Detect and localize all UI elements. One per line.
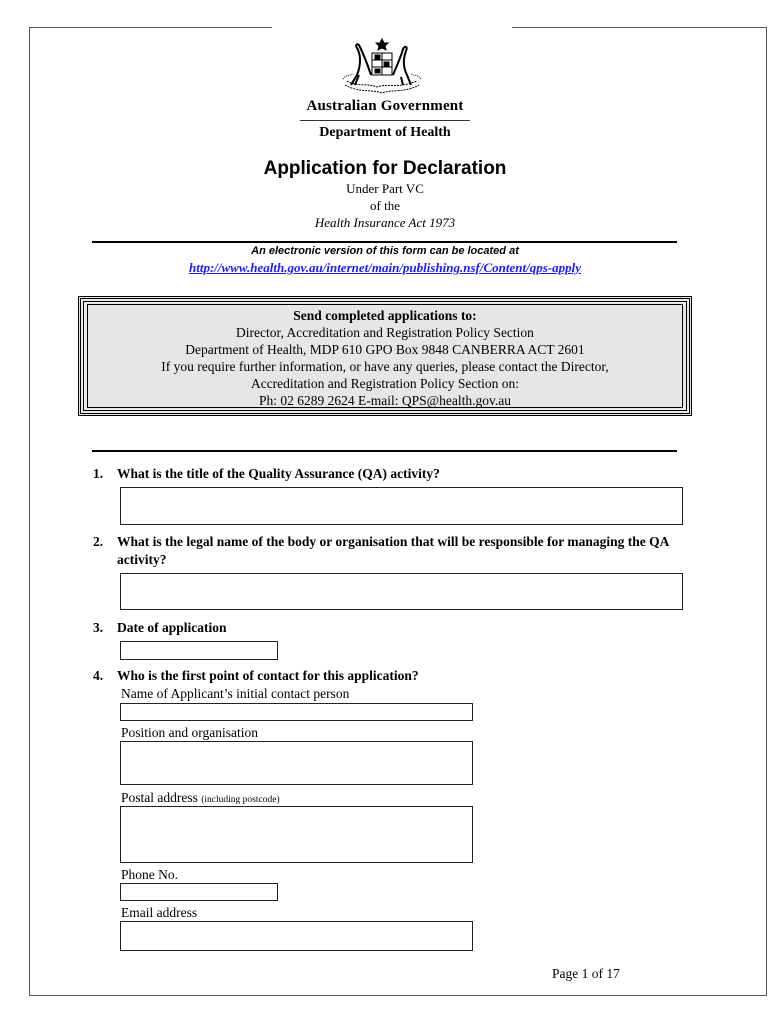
send-line-1: Director, Accreditation and Registration Policy Section: [236, 325, 534, 340]
electronic-version-notice: An electronic version of this form can be located at: [251, 245, 519, 257]
coat-of-arms-icon: [337, 35, 427, 97]
send-line-4: Accreditation and Registration Policy Section on:: [250, 376, 520, 391]
send-heading: Send completed applications to:: [293, 308, 477, 323]
subtitle-of-the: of the: [370, 198, 400, 213]
subtitle-part: Under Part VC: [346, 181, 424, 196]
department-name: Department of Health: [319, 125, 451, 140]
qa-activity-title-input[interactable]: [120, 487, 683, 525]
contact-name-label: Name of Applicant’s initial contact person: [121, 686, 350, 701]
phone-input[interactable]: [120, 883, 278, 901]
question-1: 1. What is the title of the Quality Assurance (QA) activity?: [93, 466, 440, 481]
form-url-link[interactable]: http://www.health.gov.au/internet/main/publishing.nsf/Content/qps-apply: [188, 260, 581, 275]
divider: [92, 241, 677, 243]
email-input[interactable]: [120, 921, 473, 951]
postal-address-input[interactable]: [120, 806, 473, 863]
subtitle-act: Health Insurance Act 1973: [314, 215, 456, 230]
divider: [92, 450, 677, 452]
legal-name-input[interactable]: [120, 573, 683, 610]
date-of-application-input[interactable]: [120, 641, 278, 660]
position-label: Position and organisation: [121, 725, 258, 740]
send-line-2: Department of Health, MDP 610 GPO Box 9848 CANBERRA ACT 2601: [185, 342, 585, 357]
postal-address-label: Postal address (including postcode): [121, 790, 280, 805]
send-contact-line: Ph: 02 6289 2624 E-mail: QPS@health.gov.au: [259, 393, 511, 408]
page-title: Application for Declaration: [263, 158, 507, 179]
email-label: Email address: [121, 905, 198, 920]
position-organisation-input[interactable]: [120, 741, 473, 785]
phone-label: Phone No.: [121, 867, 178, 882]
page-number: Page 1 of 17: [552, 966, 620, 981]
question-4: 4. Who is the first point of contact for this application?: [93, 668, 419, 683]
contact-name-input[interactable]: [120, 703, 473, 721]
government-name: Australian Government: [306, 98, 464, 114]
question-2: 2. What is the legal name of the body or organisation that will be responsible for managing the QA activity?: [93, 534, 669, 567]
send-line-3: If you require further information, or have any queries, please contact the Director,: [161, 359, 609, 374]
postal-hint: (including postcode): [201, 795, 280, 805]
question-3: 3. Date of application: [93, 620, 227, 635]
